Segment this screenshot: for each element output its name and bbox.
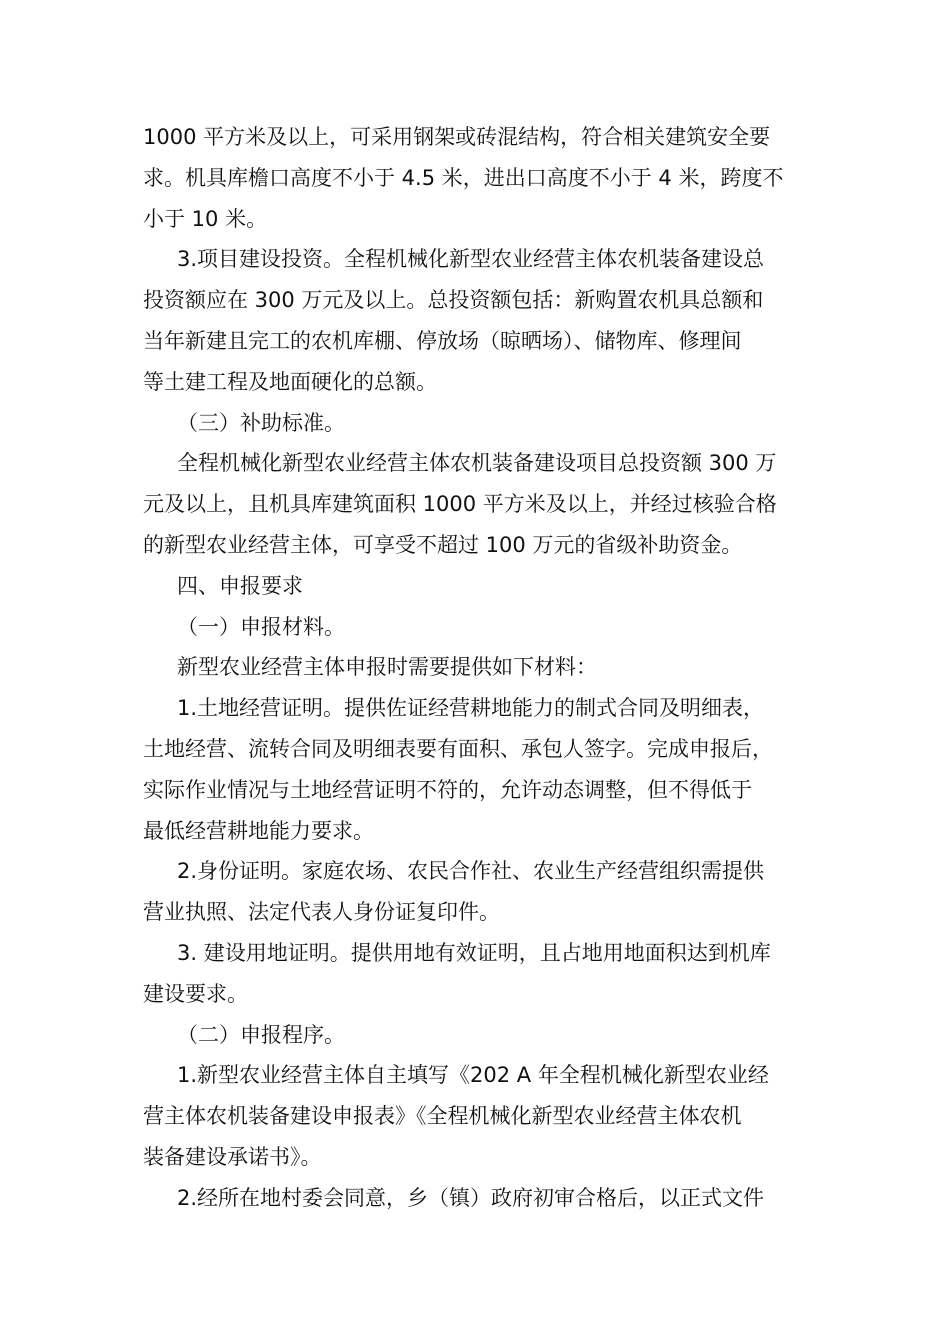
section-heading: （三）补助标准。 [177,410,345,435]
section-heading: （二）申报程序。 [177,1022,345,1047]
text-line: 建设要求。 [143,981,248,1006]
paragraph-start-line: 3.项目建设投资。全程机械化新型农业经营主体农机装备建设总 [177,247,765,272]
paragraph-start-line: 3. 建设用地证明。提供用地有效证明，且占地用地面积达到机库 [177,940,771,965]
text-line: 元及以上，且机具库建筑面积 1000 平方米及以上，并经过核验合格 [143,492,777,517]
paragraph-start-line: 2.经所在地村委会同意，乡（镇）政府初审合格后，以正式文件 [177,1185,765,1210]
section-heading: （一）申报材料。 [177,614,345,639]
text-line: 等土建工程及地面硬化的总额。 [143,369,437,394]
section-heading: 四、申报要求 [177,573,303,598]
text-line: 装备建设承诺书》。 [143,1144,322,1169]
text-line: 营主体农机装备建设申报表》《全程机械化新型农业经营主体农机 [143,1104,742,1129]
paragraph-start-line: 全程机械化新型农业经营主体农机装备建设项目总投资额 300 万 [177,451,777,476]
text-line: 小于 10 米。 [143,206,268,231]
text-line: 土地经营、流转合同及明细表要有面积、承包人签字。完成申报后， [143,736,773,761]
text-line: 最低经营耕地能力要求。 [143,818,374,843]
paragraph-start-line: 新型农业经营主体申报时需要提供如下材料： [177,655,597,680]
document-body [143,117,833,1219]
paragraph-start-line: 1.土地经营证明。提供佐证经营耕地能力的制式合同及明细表， [177,696,765,721]
text-line: 的新型农业经营主体，可享受不超过 100 万元的省级补助资金。 [143,532,743,557]
text-line: 营业执照、法定代表人身份证复印件。 [143,900,500,925]
paragraph-start-line: 2.身份证明。家庭农场、农民合作社、农业生产经营组织需提供 [177,859,765,884]
paragraph-start-line: 1.新型农业经营主体自主填写《202 A 年全程机械化新型农业经 [177,1063,769,1088]
text-line: 求。机具库檐口高度不小于 4.5 米，进出口高度不小于 4 米，跨度不 [143,165,784,190]
text-line: 1000 平方米及以上，可采用钢架或砖混结构，符合相关建筑安全要 [143,125,771,149]
text-line: 投资额应在 300 万元及以上。总投资额包括：新购置农机具总额和 [143,288,764,313]
text-line: 实际作业情况与土地经营证明不符的，允许动态调整，但不得低于 [143,777,752,802]
text-line: 当年新建且完工的农机库棚、停放场（晾晒场）、储物库、修理间 [143,328,742,353]
